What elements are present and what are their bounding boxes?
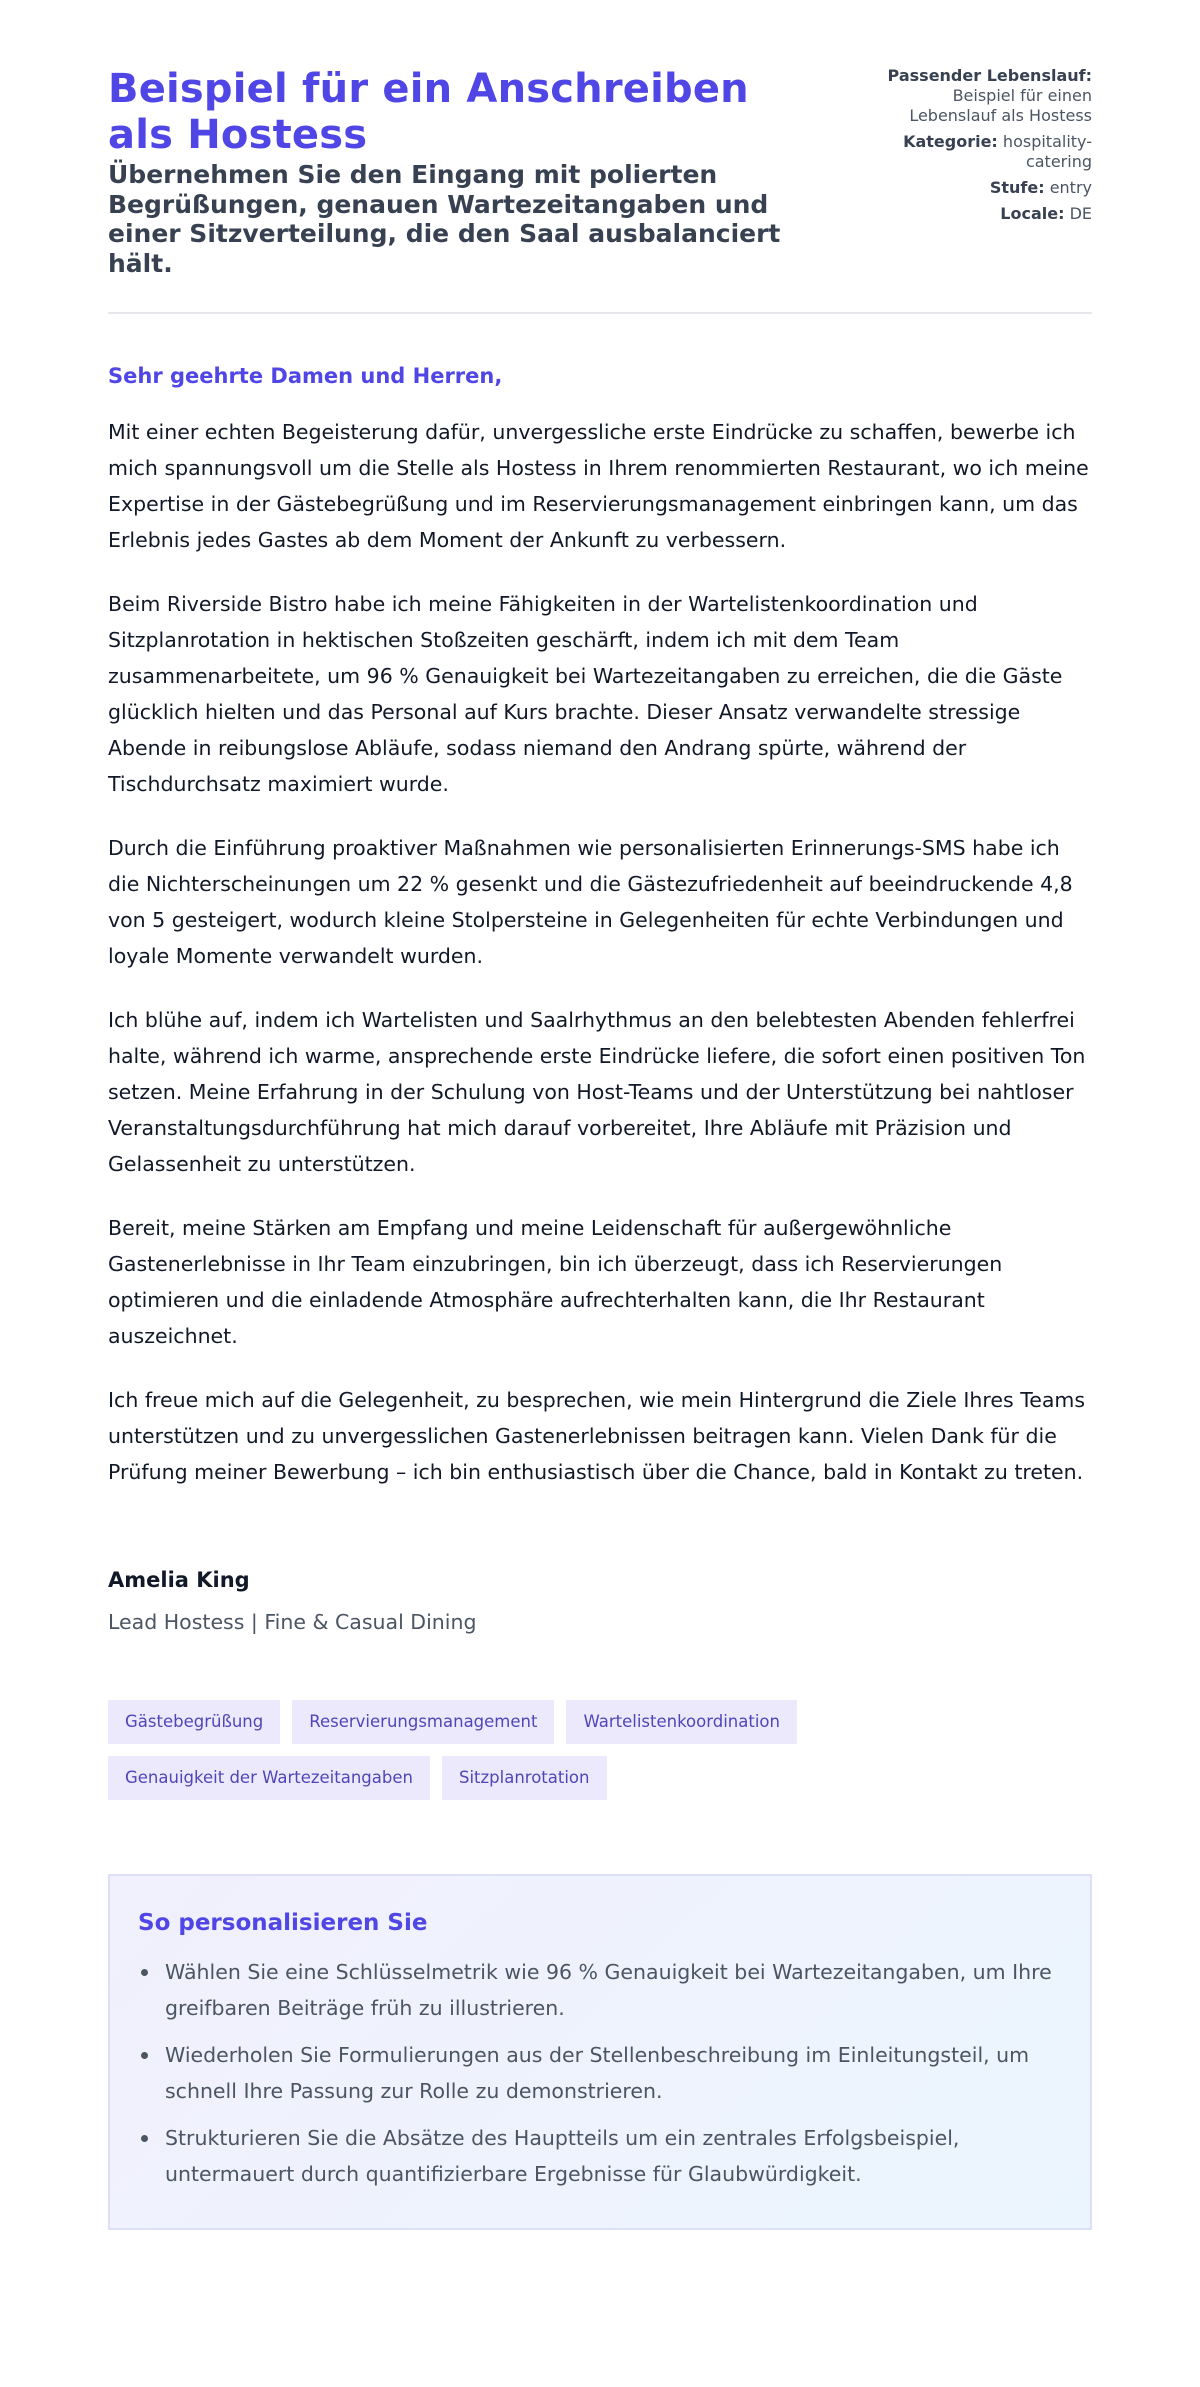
meta-value: Beispiel für einen Lebenslauf als Hostess (909, 86, 1092, 125)
letter-paragraph-achievements: Durch die Einführung proaktiver Maßnahmen wie personalisierten Erinnerungs-SMS habe ich die Nichterscheinungen um 22 % gesenkt und die Gästezufriedenheit auf beeindruckende 4,8 von 5 gesteigert, wodurch kleine Stolpersteine in Gelegenheiten für echte Verbindungen und loyale Momente verwandelt wurden. (108, 836, 1073, 968)
page-header (108, 66, 1092, 314)
signature-block (108, 1566, 1092, 1636)
tip-item (138, 2120, 1062, 2192)
metadata-panel (882, 66, 1092, 230)
skill-tag: Genauigkeit der Wartezeitangaben (108, 1756, 430, 1800)
meta-key: Passender Lebenslauf: (887, 66, 1092, 85)
tips-list (138, 1954, 1062, 2192)
skill-tag: Sitzplanrotation (442, 1756, 607, 1800)
tip-text: Strukturieren Sie die Absätze des Hauptteils um ein zentrales Erfolgsbeispiel, untermauert durch quantifizierbare Ergebnisse für Glaubwürdigkeit. (165, 2126, 960, 2186)
tip-text: Wiederholen Sie Formulierungen aus der Stellenbeschreibung im Einleitungsteil, um schnell Ihre Passung zur Rolle zu demonstrieren. (165, 2043, 1030, 2103)
meta-matching-resume (882, 66, 1092, 126)
skill-tag: Reservierungsmanagement (292, 1700, 554, 1744)
meta-category (882, 132, 1092, 172)
meta-value: DE (1069, 204, 1092, 223)
salutation: Sehr geehrte Damen und Herren, (108, 364, 503, 388)
personalization-tips-callout (108, 1874, 1092, 2230)
header-titles (108, 66, 828, 278)
tip-item (138, 2037, 1062, 2109)
meta-value: hospitality-catering (1002, 132, 1092, 171)
callout-title: So personalisieren Sie (138, 1910, 428, 1936)
signature-name: Amelia King (108, 1568, 250, 1592)
letter-paragraph-strengths: Ich blühe auf, indem ich Wartelisten und Saalrhythmus an den belebtesten Abenden fehlerfrei halte, während ich warme, ansprechende erste Eindrücke liefere, die sofort einen positiven Ton setzen. Meine Erfahrung in der Schulung von Host-Teams und der Unterstützung bei nahtloser Veranstaltungsdurchführung hat mich darauf vorbereitet, Ihre Abläufe mit Präzision und Gelassenheit zu unterstützen. (108, 1008, 1086, 1176)
letter-body (108, 362, 1092, 1490)
meta-key: Locale: (1000, 204, 1065, 223)
bullet-icon (141, 2135, 148, 2142)
skill-tag: Gästebegrüßung (108, 1700, 280, 1744)
skill-tag: Wartelistenkoordination (566, 1700, 797, 1744)
skill-tags (108, 1700, 848, 1800)
meta-key: Stufe: (989, 178, 1045, 197)
letter-paragraph-intro: Mit einer echten Begeisterung dafür, unvergessliche erste Eindrücke zu schaffen, bewerbe ich mich spannungsvoll um die Stelle als Hostess in Ihrem renommierten Restaurant, wo ich meine Expertise in der Gästebegrüßung und im Reservierungsmanagement einbringen kann, um das Erlebnis jedes Gastes ab dem Moment der Ankunft zu verbessern. (108, 420, 1089, 552)
letter-paragraph-experience: Beim Riverside Bistro habe ich meine Fähigkeiten in der Wartelistenkoordination und Sitzplanrotation in hektischen Stoßzeiten geschärft, indem ich mit dem Team zusammenarbeitete, um 96 % Genauigkeit bei Wartezeitangaben zu erreichen, die die Gäste glücklich hielten und das Personal auf Kurs brachte. Dieser Ansatz verwandelte stressige Abende in reibungslose Abläufe, sodass niemand den Andrang spürte, während der Tischdurchsatz maximiert wurde. (108, 592, 1063, 796)
tip-item (138, 1954, 1062, 2026)
signature-title: Lead Hostess | Fine & Casual Dining (108, 1610, 477, 1634)
page-subtitle: Übernehmen Sie den Eingang mit polierten Begrüßungen, genauen Wartezeitangaben und einer Sitzverteilung, die den Saal ausbalanciert hält. (108, 160, 781, 278)
meta-value: entry (1049, 178, 1092, 197)
letter-paragraph-motivation: Bereit, meine Stärken am Empfang und meine Leidenschaft für außergewöhnliche Gastenerlebnisse in Ihr Team einzubringen, bin ich überzeugt, dass ich Reservierungen optimieren und die einladende Atmosphäre aufrechterhalten kann, die Ihr Restaurant auszeichnet. (108, 1216, 1003, 1348)
letter-paragraph-closing: Ich freue mich auf die Gelegenheit, zu besprechen, wie mein Hintergrund die Ziele Ihres Teams unterstützen und zu unvergesslichen Gastenerlebnissen beitragen kann. Vielen Dank für die Prüfung meiner Bewerbung – ich bin enthusiastisch über die Chance, bald in Kontakt zu treten. (108, 1388, 1086, 1484)
meta-level (882, 178, 1092, 198)
meta-key: Kategorie: (903, 132, 998, 151)
bullet-icon (141, 2052, 148, 2059)
tip-text: Wählen Sie eine Schlüsselmetrik wie 96 % Genauigkeit bei Wartezeitangaben, um Ihre greifbaren Beiträge früh zu illustrieren. (165, 1960, 1052, 2020)
bullet-icon (141, 1969, 148, 1976)
page-title: Beispiel für ein Anschreiben als Hostess (108, 66, 749, 158)
meta-locale (882, 204, 1092, 224)
